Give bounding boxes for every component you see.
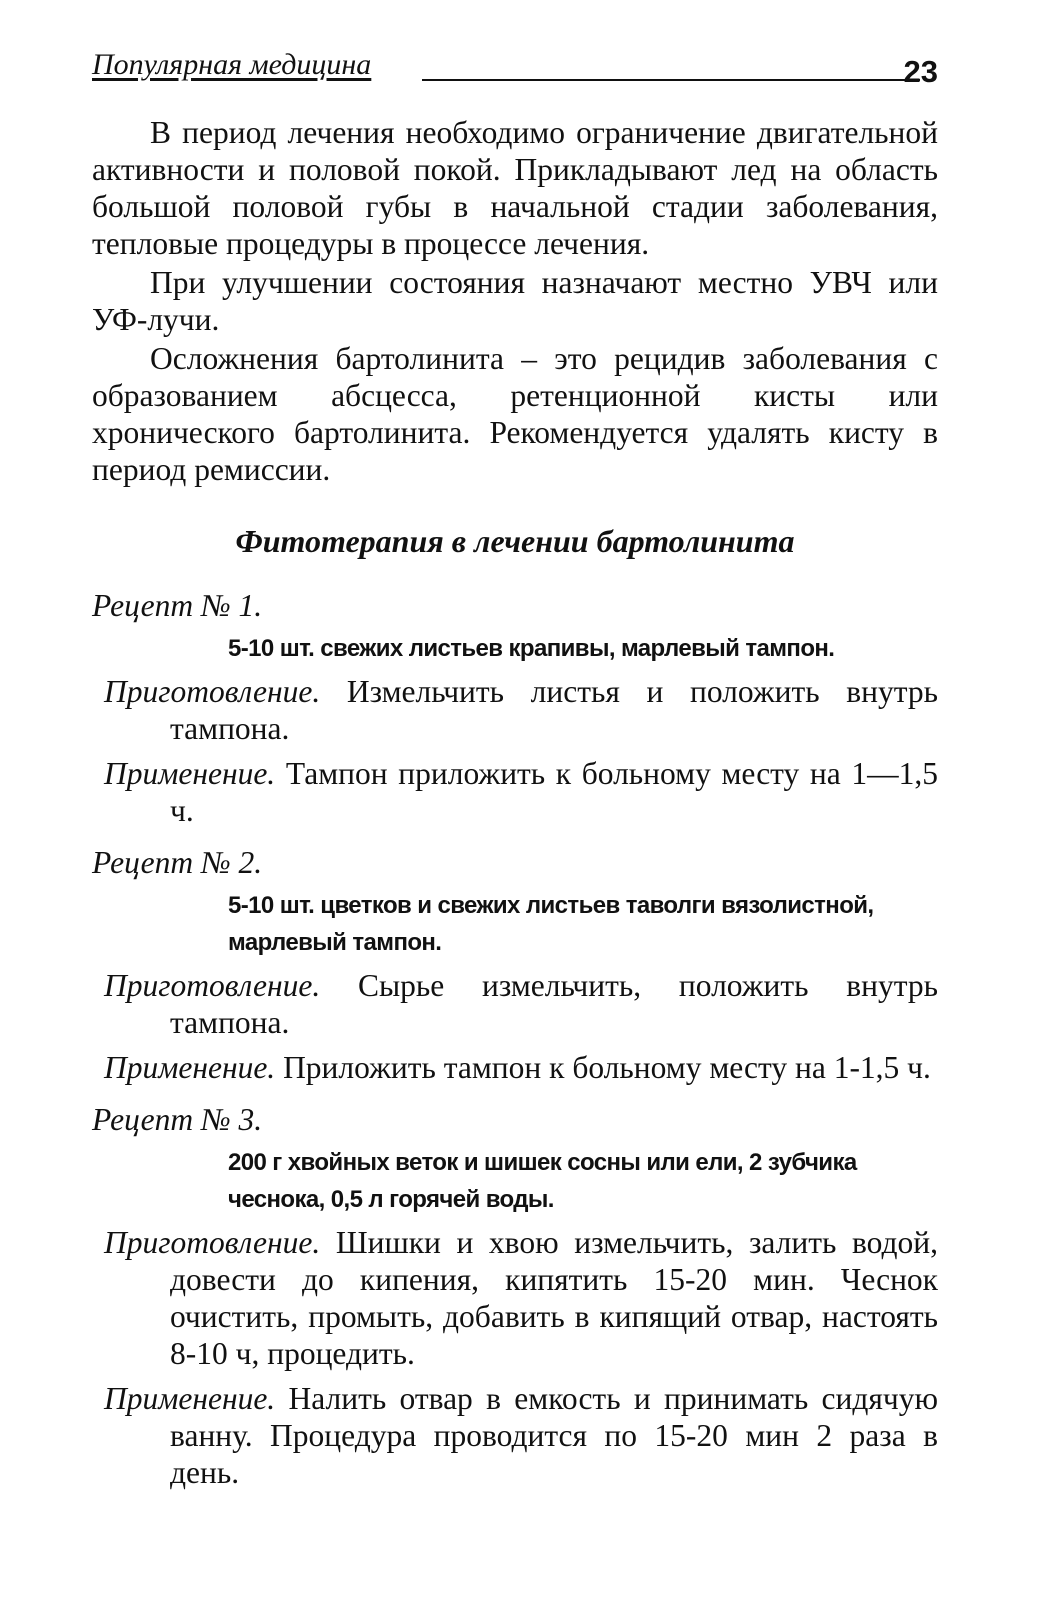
preparation-label: Приготовление. [104, 968, 321, 1003]
application-label: Применение. [104, 1050, 276, 1085]
recipe-application [104, 755, 938, 829]
preparation-text: Сырье измельчить, положить внутрь тампона. [170, 968, 939, 1040]
page-body [92, 114, 938, 1499]
recipe-preparation [104, 1224, 938, 1372]
recipe-ingredients: 200 г хвойных веток и шишек сосны или ели, 2 зубчика чеснока, 0,5 л горячей воды. [228, 1149, 857, 1213]
recipe-title: Рецепт № 3. [92, 1102, 263, 1137]
recipe [92, 586, 938, 829]
running-title: Популярная медицина [92, 48, 372, 81]
paragraph: Осложнения бартолинита – это рецидив заболевания с образованием абсцесса, ретенционной кисты или хронического бартолинита. Рекомендуется удалять кисту в период ремиссии. [92, 341, 938, 487]
recipe-application [104, 1380, 938, 1491]
recipe-application [104, 1049, 938, 1086]
section-heading: Фитотерапия в лечении бартолинита [235, 523, 795, 559]
header-rule [422, 79, 920, 81]
recipe-title: Рецепт № 1. [92, 588, 263, 623]
application-label: Применение. [104, 1381, 276, 1416]
paragraph: В период лечения необходимо ограничение двигательной активности и половой покой. Прикладывают лед на область большой половой губы в начальной стадии заболевания, тепловые процедуры в процессе лечения. [92, 115, 938, 261]
recipe [92, 1100, 938, 1491]
application-label: Применение. [104, 756, 276, 791]
preparation-text: Шишки и хвою измельчить, залить водой, довести до кипения, кипятить 15-20 мин. Чеснок очистить, промыть, добавить в кипящий отвар, настоять 8-10 ч, процедить. [170, 1225, 938, 1371]
application-text: Тампон приложить к больному месту на 1—1,5 ч. [170, 756, 938, 828]
paragraph: При улучшении состояния назначают местно УВЧ или УФ-лучи. [92, 265, 938, 337]
application-text: Приложить тампон к больному месту на 1-1,5 ч. [283, 1050, 931, 1085]
preparation-label: Приготовление. [104, 674, 321, 709]
recipe-preparation [104, 967, 938, 1041]
preparation-text: Измельчить листья и положить внутрь тампона. [170, 674, 938, 746]
page-number: 23 [903, 54, 938, 89]
recipe [92, 843, 938, 1086]
running-head [92, 48, 938, 96]
recipe-ingredients: 5-10 шт. цветков и свежих листьев таволги вязолистной, марлевый тампон. [228, 892, 874, 956]
preparation-label: Приготовление. [104, 1225, 321, 1260]
recipe-title: Рецепт № 2. [92, 845, 263, 880]
application-text: Налить отвар в емкость и принимать сидячую ванну. Процедура проводится по 15-20 мин 2 раза в день. [170, 1381, 938, 1490]
recipe-preparation [104, 673, 938, 747]
recipe-ingredients: 5-10 шт. свежих листьев крапивы, марлевый тампон. [228, 635, 835, 662]
